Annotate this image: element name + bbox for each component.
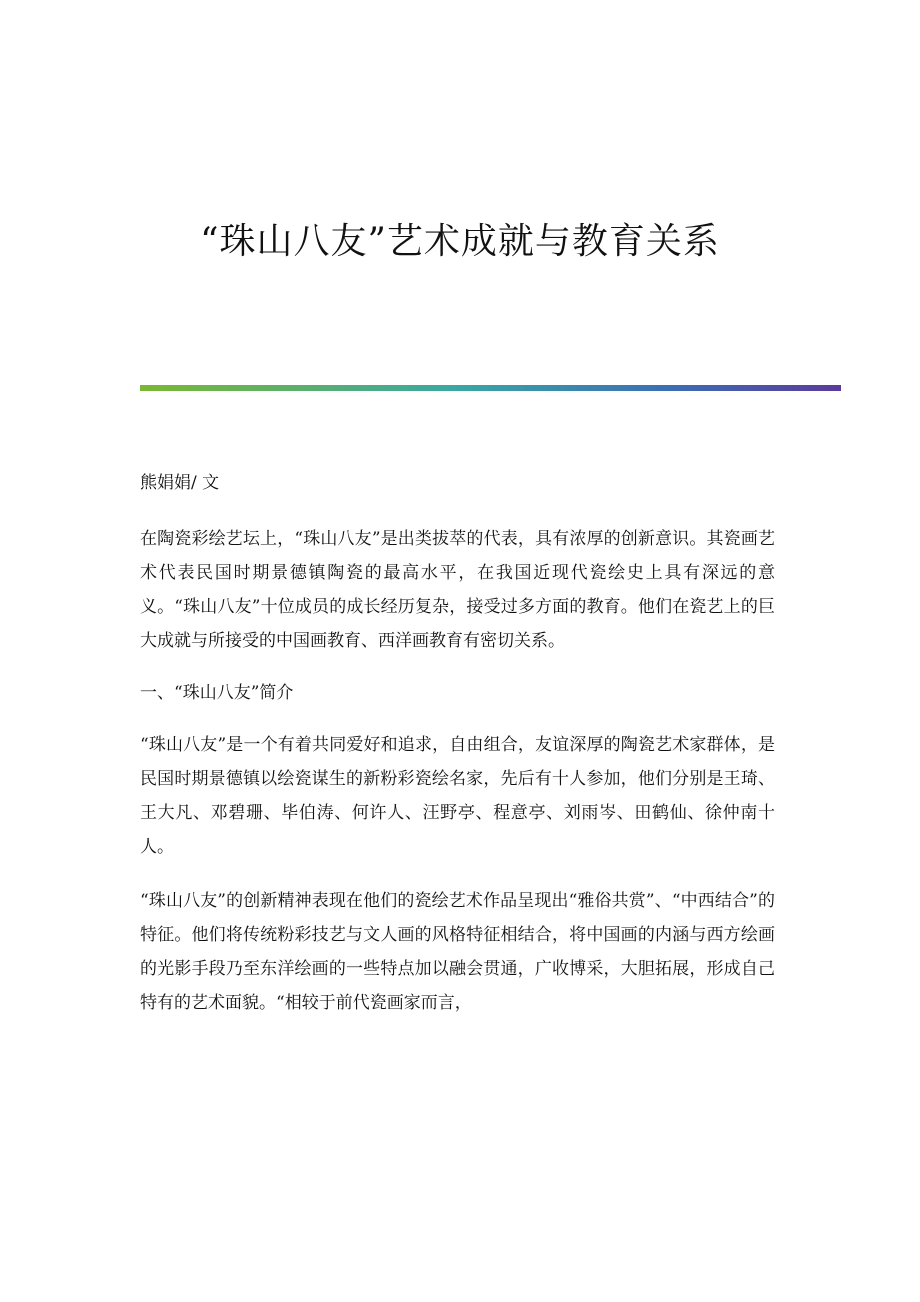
- title-divider: [140, 385, 841, 391]
- body-paragraph: 在陶瓷彩绘艺坛上，“珠山八友”是出类拔萃的代表，具有浓厚的创新意识。其瓷画艺术代表民国时期景德镇陶瓷的最高水平，在我国近现代瓷绘史上具有深远的意义。“珠山八友”十位成员的成长经历复杂，接受过多方面的教育。他们在瓷艺上的巨大成就与所接受的中国画教育、西洋画教育有密切关系。: [140, 529, 775, 651]
- section-heading: 一、“珠山八友”简介: [140, 683, 294, 703]
- document-body: [140, 522, 775, 1040]
- document-title: “珠山八友”艺术成就与教育关系: [200, 221, 720, 262]
- body-paragraph: “珠山八友”的创新精神表现在他们的瓷绘艺术作品呈现出“雅俗共赏”、“中西结合”的特征。他们将传统粉彩技艺与文人画的风格特征相结合，将中国画的内涵与西方绘画的光影手段乃至东洋绘画的一些特点加以融会贯通，广收博采，大胆拓展，形成自己特有的艺术面貌。“相较于前代瓷画家而言，: [140, 891, 775, 1013]
- author-byline: 熊娟娟/ 文: [140, 473, 220, 493]
- body-paragraph: “珠山八友”是一个有着共同爱好和追求，自由组合，友谊深厚的陶瓷艺术家群体，是民国时期景德镇以绘瓷谋生的新粉彩瓷绘名家，先后有十人参加，他们分别是王琦、王大凡、邓碧珊、毕伯涛、何许人、汪野亭、程意亭、刘雨岑、田鹤仙、徐仲南十人。: [140, 735, 775, 857]
